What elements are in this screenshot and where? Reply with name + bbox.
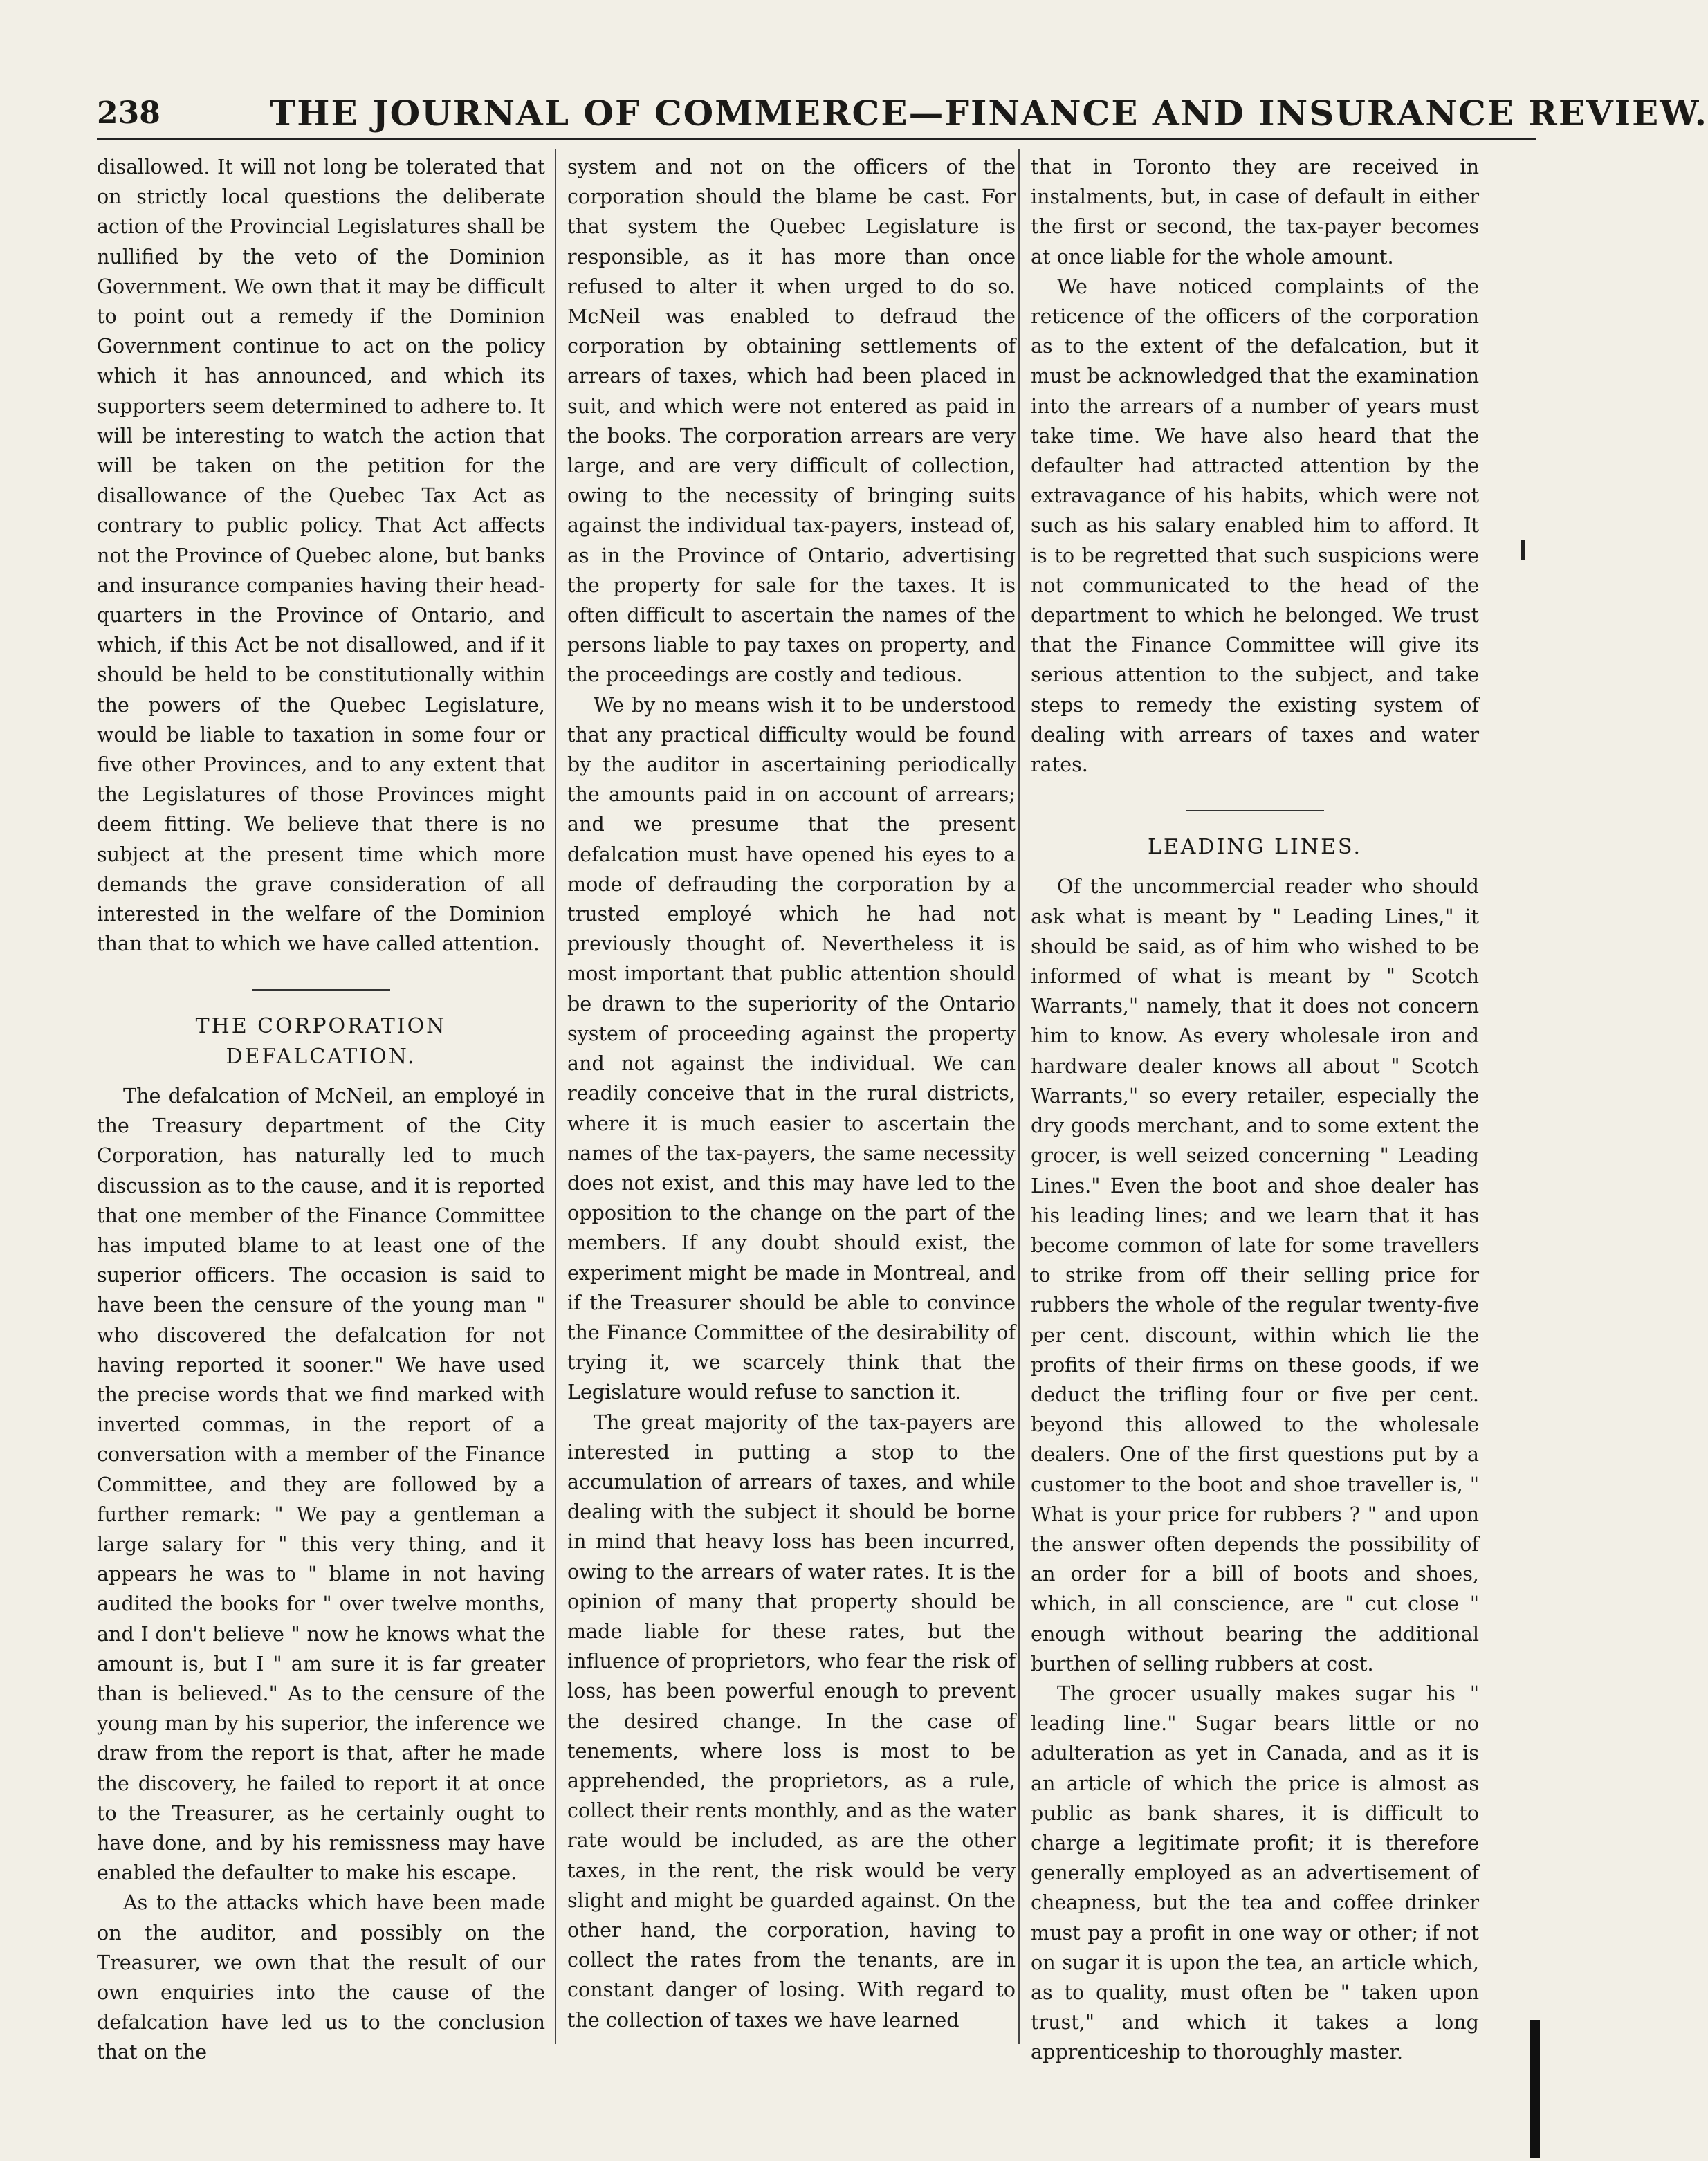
margin-mark	[1530, 2020, 1540, 2158]
column-divider	[1018, 149, 1020, 2044]
journal-title: THE JOURNAL OF COMMERCE—FINANCE AND INSURANCE REVIEW.	[270, 93, 1708, 134]
margin-mark	[1521, 540, 1525, 560]
section-divider	[252, 989, 390, 991]
column-3-paragraph: We have noticed complaints of the reticence of the officers of the corporation as to the extent of the defalcation, but it must be acknowledged that the examination into the arrears of a number of years must take time. We have also heard that the defaulter had attracted attention by the extravagance of his habits, which were not such as his salary enabled him to afford. It is to be regretted that such suspicions were not communicated to the head of the department to which he belonged. We trust that the Finance Committee will give its serious attention to the subject, and take steps to remedy the existing system of dealing with arrears of taxes and water rates.	[1031, 274, 1479, 777]
column-3-paragraph: that in Toronto they are received in instalments, but, in case of default in either the first or second, the tax-payer becomes at once liable for the whole amount.	[1031, 155, 1479, 268]
column-1-paragraph: disallowed. It will not long be tolerated that on strictly local questions the deliberate action of the Provincial Legislatures shall be nullified by the veto of the Dominion Government. We own that it may be difficult to point out a remedy if the Dominion Government continue to act on the policy which it has announced, and which its supporters seem determined to adhere to. It will be interesting to watch the action that will be taken on the petition for the disallowance of the Quebec Tax Act as contrary to public policy. That Act affects not the Province of Quebec alone, but banks and insurance companies having their head-quarters in the Province of Ontario, and which, if this Act be not disallowed, and if it should be held to be constitutionally within the powers of the Quebec Legislature, would be liable to taxation in some four or five other Provinces, and to any extent that the Legislatures of those Provinces might deem fitting. We believe that there is no subject at the present time which more demands the grave consideration of all interested in the welfare of the Dominion than that to which we have called attention.	[97, 155, 545, 956]
column-1-paragraph: The defalcation of McNeil, an employé in the Treasury department of the City Corporation, has naturally led to much discussion as to the cause, and it is reported that one member of the Finance Committee has imputed blame to at least one of the superior officers. The occasion is said to have been the censure of the young man " who discovered the defalcation for not having reported it sooner." We have used the precise words that we find marked with inverted commas, in the report of a conversation with a member of the Finance Committee, and they are followed by a further remark: " We pay a gentleman a large salary for " this very thing, and it appears he was to " blame in not having audited the books for " over twelve months, and I don't believe " now he knows what the amount is, but I " am sure it is far greater than is believed." As to the censure of the young man by his superior, the inference we draw from the report is that, after he made the discovery, he failed to report it at once to the Treasurer, as he certainly ought to have done, and by his remissness may have enabled the defaulter to make his escape.	[97, 1083, 545, 1885]
section-divider	[1186, 810, 1324, 811]
column-2-paragraph: The great majority of the tax-payers are interested in putting a stop to the accumulation of arrears of taxes, and while dealing with the subject it should be borne in mind that heavy loss has been incurred, owing to the arrears of water rates. It is the opinion of many that property should be made liable for these rates, but the influence of proprietors, who fear the risk of loss, has been powerful enough to prevent the desired change. In the case of tenements, where loss is most to be apprehended, the proprietors, as a rule, collect their rents monthly, and as the water rate would be included, as are the other taxes, in the rent, the risk would be very slight and might be guarded against. On the other hand, the corporation, having to collect the rates from the tenants, are in constant danger of losing. With regard to the collection of taxes we have learned	[567, 1410, 1016, 2032]
column-3	[1031, 152, 1479, 2064]
column-divider	[555, 149, 556, 2044]
header-rule	[97, 138, 1536, 140]
column-2-paragraph: system and not on the officers of the corporation should the blame be cast. For that system the Quebec Legislature is responsible, as it has more than once refused to alter it when urged to do so. McNeil was enabled to defraud the corporation by obtaining settlements of arrears of taxes, which had been placed in suit, and which were not entered as paid in the books. The corporation arrears are very large, and are very difficult of collection, owing to the necessity of bringing suits against the individual tax-payers, instead of, as in the Province of Ontario, advertising the property for sale for the taxes. It is often difficult to ascertain the names of the persons liable to pay taxes on property, and the proceedings are costly and tedious.	[567, 155, 1016, 687]
column-1	[97, 152, 545, 2064]
page-number: 238	[97, 95, 160, 131]
section-heading-leading-lines: LEADING LINES.	[1147, 835, 1363, 860]
column-2-paragraph: We by no means wish it to be understood that any practical difficulty would be found by the auditor in ascertaining periodically the amounts paid in on account of arrears; and we presume that the present defalcation must have opened his eyes to a mode of defrauding the corporation by a trusted employé which he had not previously thought of. Nevertheless it is most important that public attention should be drawn to the superiority of the Ontario system of proceeding against the property and not against the individual. We can readily conceive that in the rural districts, where it is much easier to ascertain the names of the tax-payers, the same necessity does not exist, and this may have led to the opposition to the change on the part of the members. If any doubt should exist, the experiment might be made in Montreal, and if the Treasurer should be able to convince the Finance Committee of the desirability of trying it, we scarcely think that the Legislature would refuse to sanction it.	[567, 692, 1016, 1404]
column-3-paragraph: Of the uncommercial reader who should ask what is meant by " Leading Lines," it should be said, as of him who wished to be informed of what is meant by " Scotch Warrants," namely, that it does not concern him to know. As every wholesale iron and hardware dealer knows all about " Scotch Warrants," so every retailer, especially the dry goods merchant, and to some extent the grocer, is well seized concerning " Leading Lines." Even the boot and shoe dealer has his leading lines; and we learn that it has become common of late for some travellers to strike from off their selling price for rubbers the whole of the regular twenty-five per cent. discount, within which lie the profits of their firms on these goods, if we deduct the trifling four or five per cent. beyond this allowed to the wholesale dealers. One of the first questions put by a customer to the boot and shoe traveller is, " What is your price for rubbers ? " and upon the answer often depends the possibility of an order for a bill of boots and shoes, which, in all conscience, are " cut close " enough without bearing the additional burthen of selling rubbers at cost.	[1031, 874, 1479, 1675]
column-2	[567, 152, 1016, 2041]
column-3-paragraph: The grocer usually makes sugar his " leading line." Sugar bears little or no adulteration as yet in Canada, and as it is an article of which the price is almost as public as bank shares, it is difficult to charge a legitimate profit; it is therefore generally employed as an advertisement of cheapness, but the tea and coffee drinker must pay a profit in one way or other; if not on sugar it is upon the tea, an article which, as to quality, must often be " taken upon trust," and which it takes a long apprenticeship to thoroughly master.	[1031, 1681, 1479, 2064]
masthead	[97, 89, 1708, 144]
column-1-paragraph: As to the attacks which have been made on the auditor, and possibly on the Treasurer, we own that the result of our own enquiries into the cause of the defalcation have led us to the conclusion that on the	[97, 1891, 545, 2064]
section-heading-corporation-defalcation: THE CORPORATION DEFALCATION.	[195, 1014, 447, 1069]
